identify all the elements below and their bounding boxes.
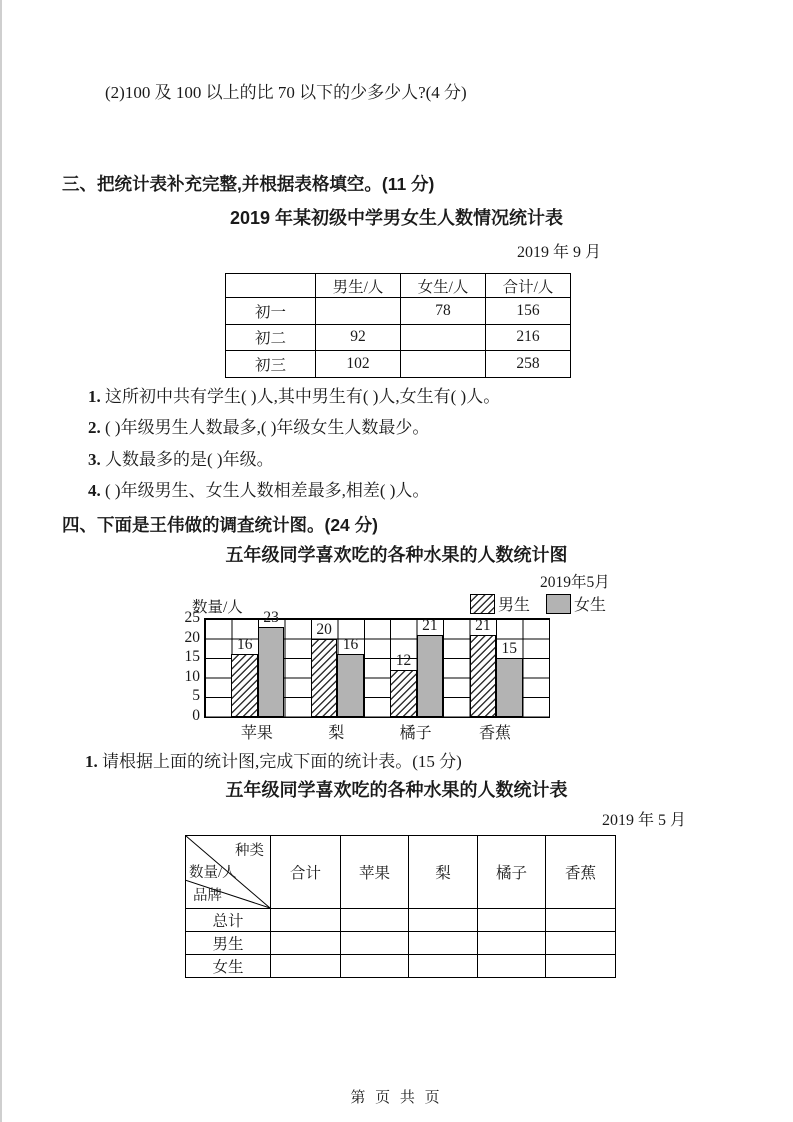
table1-cell: 216 xyxy=(486,324,571,351)
corner-label-category: 种类 xyxy=(235,843,264,859)
table1-row xyxy=(226,324,571,351)
table1-col-header: 女生/人 xyxy=(401,274,486,298)
bar-value-label: 12 xyxy=(395,651,412,669)
question-line xyxy=(88,475,500,506)
table2-col-header: 梨 xyxy=(409,836,478,909)
table1-row xyxy=(226,351,571,378)
chart-title: 五年级同学喜欢吃的各种水果的人数统计图 xyxy=(225,545,568,565)
table1-row xyxy=(226,298,571,325)
table2-empty-cell xyxy=(478,955,546,978)
legend-item xyxy=(546,592,606,615)
y-tick-label: 5 xyxy=(192,687,200,704)
table2-empty-cell xyxy=(271,955,341,978)
table2-col-header: 橘子 xyxy=(478,836,546,909)
fruit-bar-chart xyxy=(172,565,612,742)
bar-value-label: 20 xyxy=(316,620,332,638)
table2-empty-cell xyxy=(271,932,341,955)
table1-cell: 102 xyxy=(316,351,401,378)
bar-value-label: 16 xyxy=(342,636,359,654)
table2-empty-cell xyxy=(341,955,409,978)
corner-label-brand: 品牌 xyxy=(193,888,222,904)
question-line xyxy=(88,412,500,443)
table2-empty-cell xyxy=(478,909,546,932)
table1-cell xyxy=(401,324,486,351)
category-label: 梨 xyxy=(328,725,345,742)
legend-label: 女生 xyxy=(574,597,607,614)
table2-title: 五年级同学喜欢吃的各种水果的人数统计表 xyxy=(225,780,568,800)
table2-empty-cell xyxy=(546,909,616,932)
question-line xyxy=(88,381,500,412)
category-label: 香蕉 xyxy=(479,725,512,742)
table2-empty-cell xyxy=(341,909,409,932)
table2-date: 2019 年 5 月 xyxy=(602,812,687,829)
table1-title: 2019 年某初级中学男女生人数情况统计表 xyxy=(229,208,564,228)
question-number: 2. xyxy=(88,418,101,438)
table2-empty-cell xyxy=(409,909,478,932)
table2-col-header: 合计 xyxy=(271,836,341,909)
table1-col-header: 合计/人 xyxy=(486,274,571,298)
table2-empty-cell xyxy=(546,955,616,978)
table2-row-header: 总计 xyxy=(186,909,271,932)
bar-value-label: 21 xyxy=(422,616,438,634)
chart-date: 2019年5月 xyxy=(540,574,610,591)
bar-value-label: 16 xyxy=(236,636,253,654)
bar-male xyxy=(470,635,496,717)
y-tick-label: 15 xyxy=(184,648,200,665)
sub-question-1-number: 1. xyxy=(85,752,98,771)
table1-header-row xyxy=(226,274,571,298)
corner-label-quantity: 数量/人 xyxy=(189,865,237,881)
bar-female xyxy=(417,635,443,717)
question-number: 3. xyxy=(88,449,101,469)
category-label: 橘子 xyxy=(399,725,432,742)
question-text: 人数最多的是( )年级。 xyxy=(105,449,274,469)
legend-male-swatch xyxy=(470,594,495,614)
table2-col-header: 香蕉 xyxy=(546,836,616,909)
section-3-heading: 三、把统计表补充完整,并根据表格填空。(11 分) xyxy=(62,174,435,194)
table2-empty-cell xyxy=(409,932,478,955)
question-text: ( )年级男生人数最多,( )年级女生人数最少。 xyxy=(105,418,430,438)
fruit-summary-table xyxy=(185,835,616,978)
table2-empty-cell xyxy=(546,932,616,955)
table1-cell: 258 xyxy=(486,351,571,378)
table2-empty-cell xyxy=(271,909,341,932)
bar-value-label: 21 xyxy=(475,616,491,634)
table2-row xyxy=(186,909,616,932)
category-label: 苹果 xyxy=(240,725,273,742)
y-axis-label: 数量/人 xyxy=(192,599,243,616)
question-text: ( )年级男生、女生人数相差最多,相差( )人。 xyxy=(105,481,430,501)
table1-row-header: 初三 xyxy=(226,351,316,378)
students-count-table xyxy=(225,273,571,378)
table1-cell xyxy=(316,298,401,325)
section-4-heading: 四、下面是王伟做的调查统计图。(24 分) xyxy=(62,515,378,535)
bar-value-label: 23 xyxy=(263,608,279,626)
table2-row-header: 男生 xyxy=(186,932,271,955)
table1-cell: 92 xyxy=(316,324,401,351)
table1-row-header: 初二 xyxy=(226,324,316,351)
question-number: 4. xyxy=(88,481,101,501)
legend-female-swatch xyxy=(546,594,571,614)
sub-question-1 xyxy=(85,747,462,772)
legend-item xyxy=(470,592,530,615)
bar-value-label: 15 xyxy=(501,640,518,657)
table1-date: 2019 年 9 月 xyxy=(517,244,602,261)
table2-corner-cell xyxy=(186,836,271,909)
table2-empty-cell xyxy=(478,932,546,955)
legend-label: 男生 xyxy=(498,597,531,614)
table1-row-header: 初一 xyxy=(226,298,316,325)
fill-in-questions xyxy=(88,381,500,507)
chart-grid xyxy=(204,608,550,718)
bar-male xyxy=(311,639,337,717)
question-text: 这所初中共有学生( )人,其中男生有( )人,女生有( )人。 xyxy=(105,387,501,406)
table1-cell: 78 xyxy=(401,298,486,325)
table2-col-header: 苹果 xyxy=(341,836,409,909)
question-2-text: (2)100 及 100 以上的比 70 以下的少多少人?(4 分) xyxy=(105,83,467,102)
table1-cell xyxy=(401,351,486,378)
table2-row xyxy=(186,955,616,978)
y-tick-label: 0 xyxy=(192,706,200,724)
bar-female xyxy=(496,658,522,717)
table2-empty-cell xyxy=(409,955,478,978)
table2-header-row xyxy=(186,836,616,909)
y-tick-label: 25 xyxy=(184,609,200,626)
y-tick-label: 10 xyxy=(184,667,200,685)
table2-empty-cell xyxy=(341,932,409,955)
sub-question-1-text: 请根据上面的统计图,完成下面的统计表。(15 分) xyxy=(102,752,462,771)
bar-male xyxy=(390,670,416,717)
page-footer: 第 页 共 页 xyxy=(350,1090,443,1106)
question-number: 1. xyxy=(88,387,101,406)
bar-female xyxy=(337,654,363,716)
table1-col-header: 男生/人 xyxy=(316,274,401,298)
y-tick-label: 20 xyxy=(184,628,200,646)
question-line xyxy=(88,444,500,475)
table2-row xyxy=(186,932,616,955)
table1-corner-cell xyxy=(226,274,316,298)
table1-cell: 156 xyxy=(486,298,571,325)
bar-male xyxy=(231,654,257,716)
bar-female xyxy=(258,627,284,717)
table2-row-header: 女生 xyxy=(186,955,271,978)
